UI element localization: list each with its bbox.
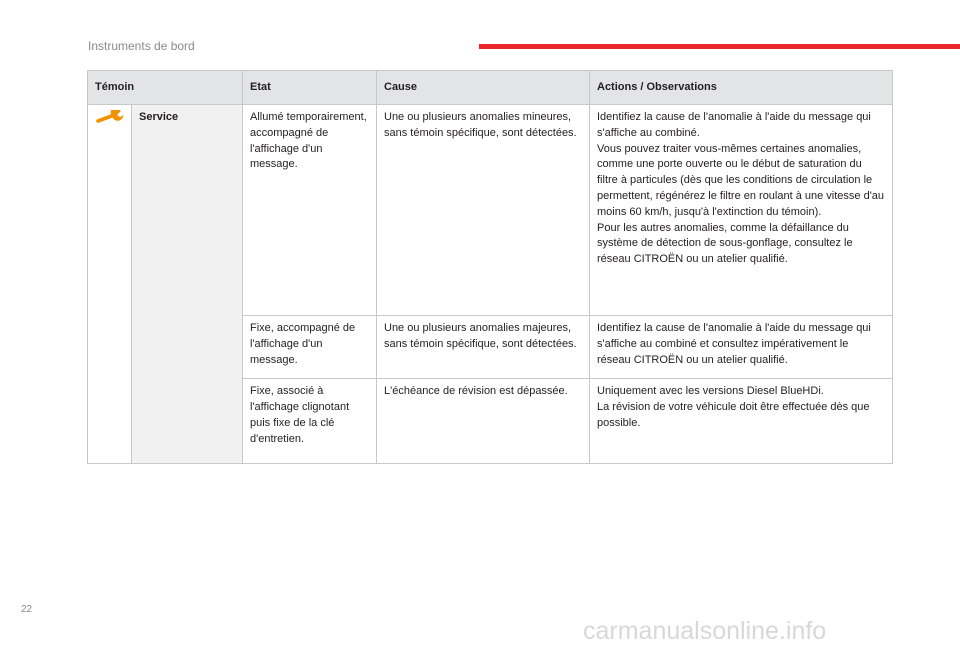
row-cause: Une ou plusieurs anomalies majeures, sans témoin spécifique, sont détectées. — [377, 316, 590, 379]
action-line: La révision de votre véhicule doit être effectuée dès que possible. — [597, 401, 870, 429]
row-cause: Une ou plusieurs anomalies mineures, sans témoin spécifique, sont détectées. — [377, 105, 590, 316]
table-header-row — [88, 71, 893, 105]
section-title: Instruments de bord — [88, 39, 195, 53]
action-line: Pour les autres anomalies, comme la défaillance du système de détection de sous-gonflage, consultez le réseau CITROËN ou un atelier qualifié. — [597, 221, 853, 266]
row-etat: Fixe, accompagné de l'affichage d'un message. — [243, 316, 377, 379]
table-row — [88, 105, 893, 316]
action-line: Identifiez la cause de l'anomalie à l'aide du message qui s'affiche au combiné et consultez impérativement le réseau CITROËN ou un atelier qualifié. — [597, 322, 871, 366]
section-accent-bar — [479, 44, 960, 49]
column-header-temoin: Témoin — [88, 71, 243, 105]
action-line: Vous pouvez traiter vous-mêmes certaines anomalies, comme une porte ouverte ou le début de saturation du filtre à particules (dès que les conditions de circulation le permettent, régénérez le filtre en roulant à une vitesse d'au moins 60 km/h, jusqu'à l'extinction du témoin). — [597, 142, 885, 218]
page-number: 22 — [21, 604, 33, 615]
row-actions — [590, 316, 893, 379]
row-actions — [590, 105, 893, 316]
row-cause: L'échéance de révision est dépassée. — [377, 379, 590, 464]
row-actions — [590, 379, 893, 464]
row-etat: Allumé temporairement, accompagné de l'affichage d'un message. — [243, 105, 377, 316]
column-header-etat: Etat — [243, 71, 377, 105]
watermark: carmanualsonline.info — [583, 617, 827, 645]
row-etat: Fixe, associé à l'affichage clignotant puis fixe de la clé d'entretien. — [243, 379, 377, 464]
indicator-icon-cell — [88, 105, 132, 464]
action-line: Uniquement avec les versions Diesel BlueHDi. — [597, 385, 824, 398]
column-header-actions: Actions / Observations — [590, 71, 893, 105]
warning-lights-table — [87, 70, 893, 464]
column-header-cause: Cause — [377, 71, 590, 105]
indicator-name: Service — [132, 105, 243, 464]
wrench-icon — [96, 110, 124, 124]
action-line: Identifiez la cause de l'anomalie à l'aide du message qui s'affiche au combiné. — [597, 111, 871, 139]
